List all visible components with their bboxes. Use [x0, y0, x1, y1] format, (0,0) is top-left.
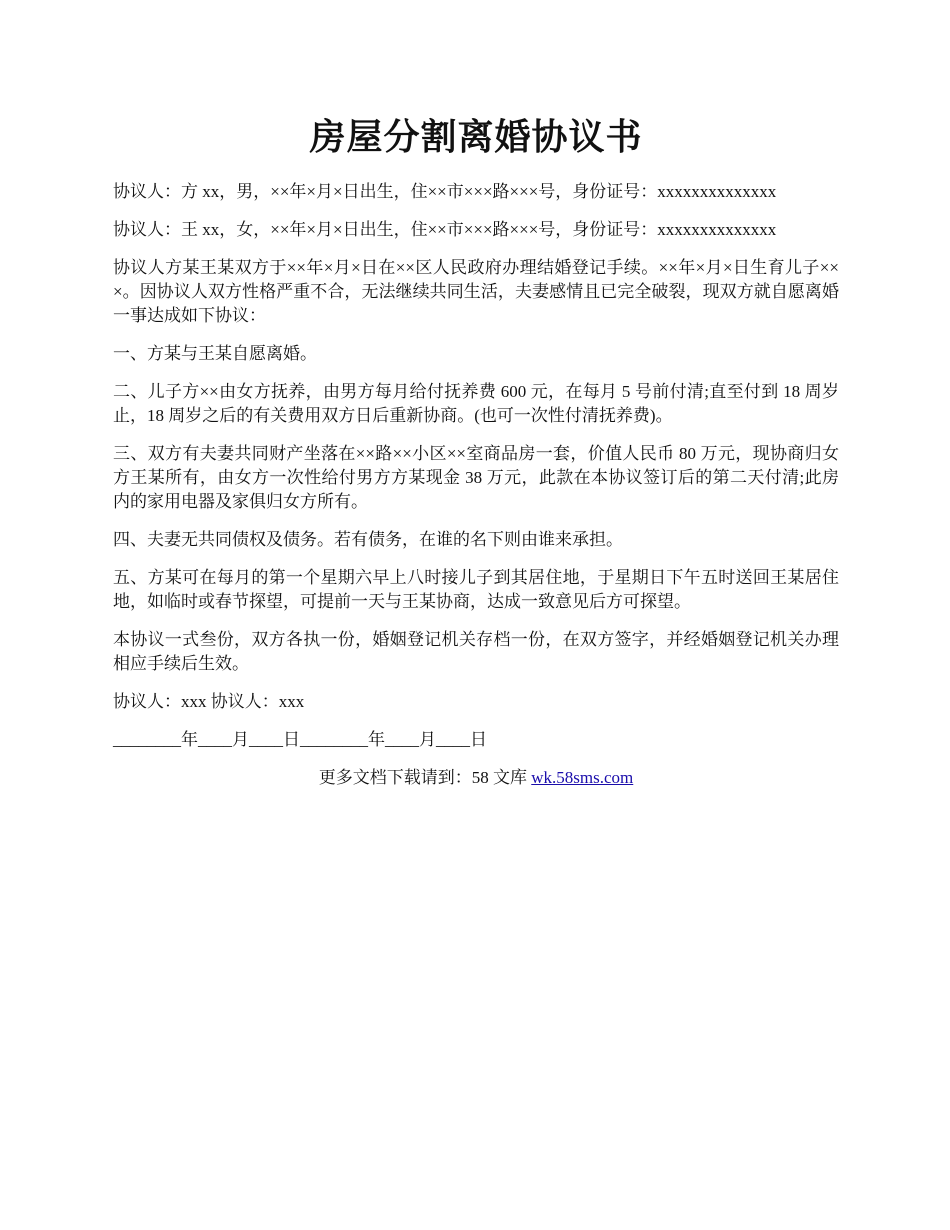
party-1-info: 协议人：方 xx，男，××年×月×日出生，住××市×××路×××号，身份证号：xxxxxxxxxxxxxx — [113, 182, 777, 201]
date-line: ________年____月____日________年____月____日 — [113, 730, 487, 749]
party-2-info: 协议人：王 xx，女，××年×月×日出生，住××市×××路×××号，身份证号：xxxxxxxxxxxxxx — [113, 220, 777, 239]
clause-1: 一、方某与王某自愿离婚。 — [113, 344, 317, 363]
footer-link[interactable]: wk.58sms.com — [531, 768, 634, 787]
clause-5: 五、方某可在每月的第一个星期六早上八时接儿子到其居住地，于星期日下午五时送回王某居住地，如临时或春节探望，可提前一天与王某协商，达成一致意见后方可探望。 — [113, 568, 839, 611]
signature-line: 协议人：xxx 协议人：xxx — [113, 692, 305, 711]
document-title: 房屋分割离婚协议书 — [309, 117, 643, 157]
clause-3: 三、双方有夫妻共同财产坐落在××路××小区××室商品房一套，价值人民币 80 万元，现协商归女方王某所有，由女方一次性给付男方方某现金 38 万元，此款在本协议签订后的第二天付清;此房内的家用电器及家俱归女方所有。 — [113, 444, 839, 511]
clause-4: 四、夫妻无共同债权及债务。若有债务，在谁的名下则由谁来承担。 — [113, 530, 623, 549]
closing-paragraph: 本协议一式叁份，双方各执一份，婚姻登记机关存档一份，在双方签字，并经婚姻登记机关办理相应手续后生效。 — [113, 630, 839, 673]
clause-2: 二、儿子方××由女方抚养，由男方每月给付抚养费 600 元，在每月 5 号前付清;直至付到 18 周岁止，18 周岁之后的有关费用双方日后重新协商。(也可一次性付清抚养费)。 — [113, 382, 839, 425]
document-page — [113, 0, 839, 790]
footer-prefix: 更多文档下载请到：58 文库 — [318, 768, 532, 787]
footer — [113, 766, 839, 790]
intro-paragraph: 协议人方某王某双方于××年×月×日在××区人民政府办理结婚登记手续。××年×月×日生育儿子×××。因协议人双方性格严重不合，无法继续共同生活，夫妻感情且已完全破裂，现双方就自愿离婚一事达成如下协议： — [113, 258, 839, 325]
